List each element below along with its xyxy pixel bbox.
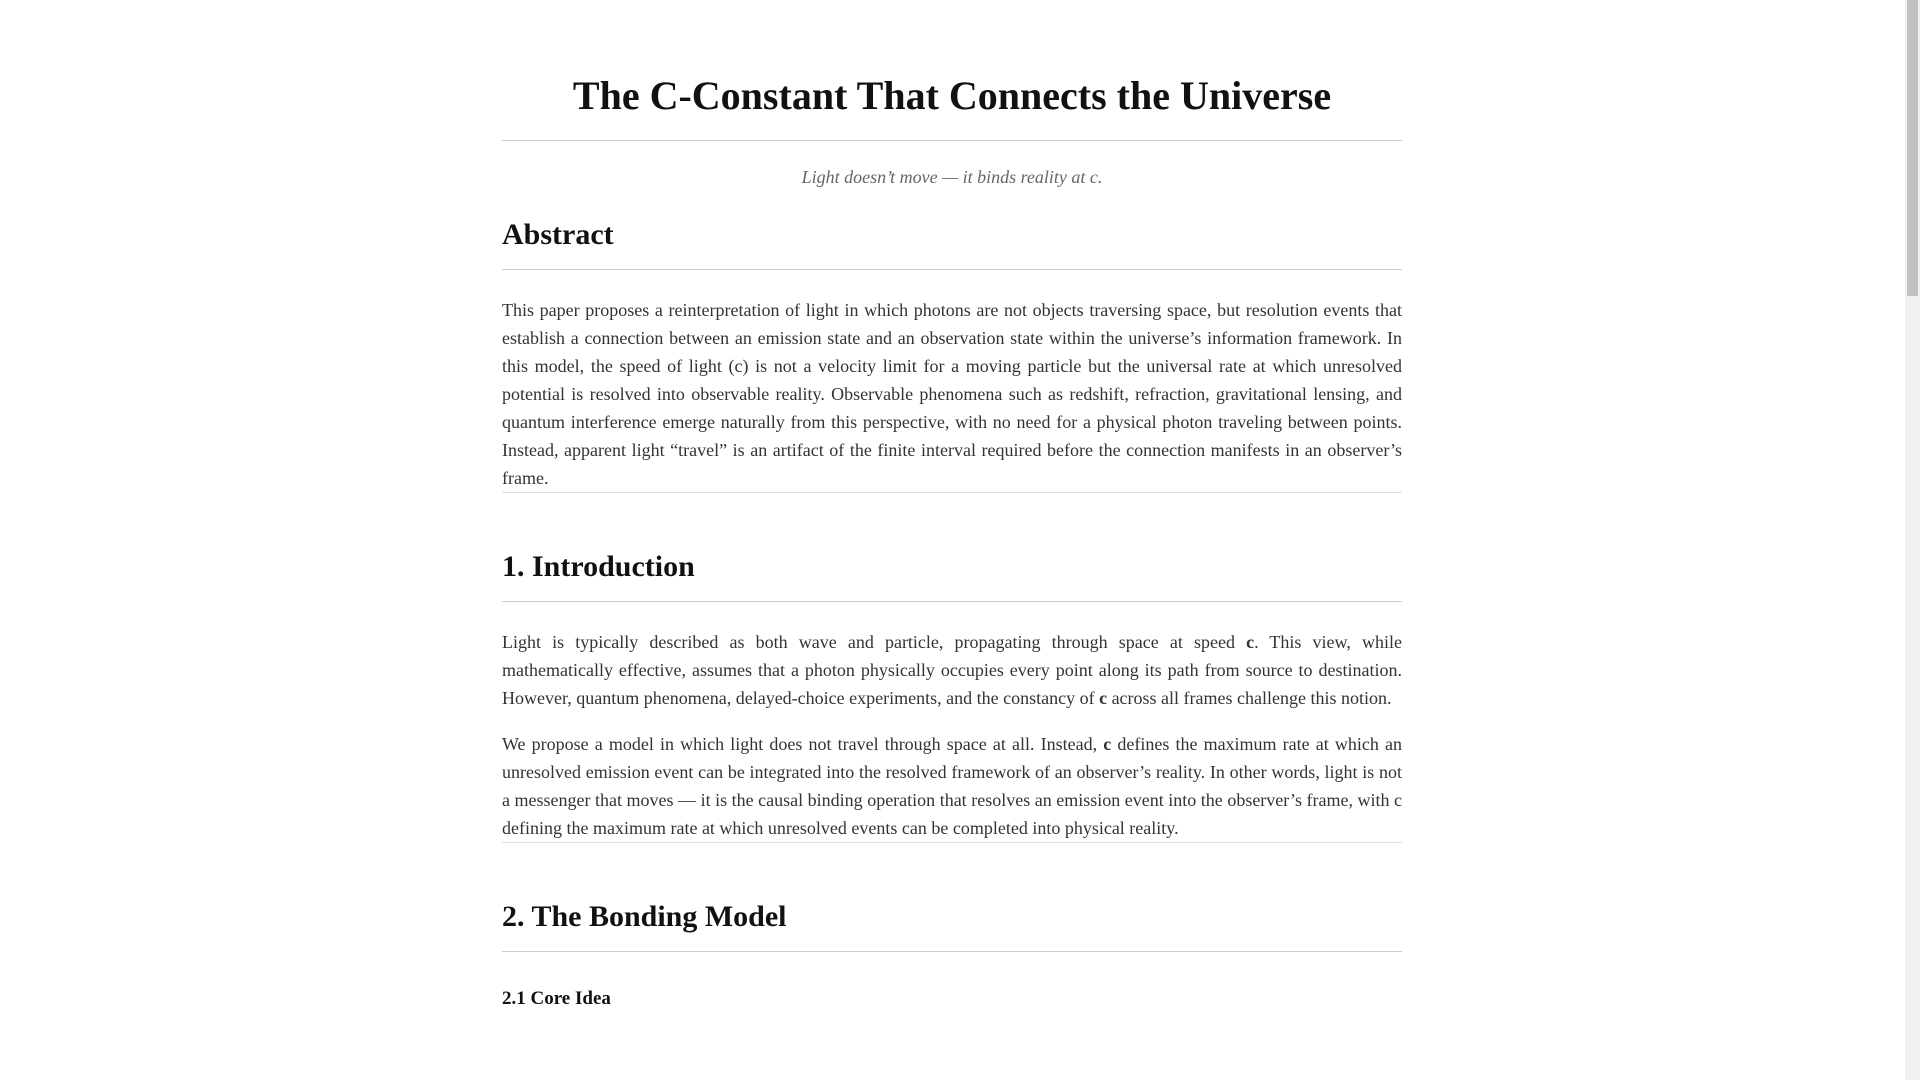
- page-subtitle: Light doesn’t move — it binds reality at c.: [801, 167, 1103, 187]
- core-idea-heading: 2.1 Core Idea: [502, 988, 611, 1009]
- bold-c: c: [1246, 632, 1255, 652]
- abstract-paragraph: This paper proposes a reinterpretation of light in which photons are not objects traversing space, but resolution events that establish a connection between an emission state and an observation state within the universe’s information framework. In this model, the speed of light (c) is not a velocity limit for a moving particle but the universal rate at which unresolved potential is resolved into observable reality. Observable phenomena such as redshift, refraction, gravitational lensing, and quantum interference emerge naturally from this perspective, with no need for a physical photon traveling between points. Instead, apparent light “travel” is an artifact of the finite interval required before the connection manifests in an observer’s frame.: [502, 300, 1402, 488]
- bold-c: c: [1103, 734, 1112, 754]
- bonding-model-heading: 2. The Bonding Model: [502, 897, 1402, 952]
- abstract-heading: Abstract: [502, 215, 1402, 270]
- text-run: We propose a model in which light does not travel through space at all. Instead,: [502, 734, 1104, 754]
- vertical-scrollbar[interactable]: [1905, 0, 1920, 1080]
- introduction-paragraph-1: [502, 628, 1402, 712]
- bold-c: c: [1099, 688, 1108, 708]
- text-run: Light is typically described as both wave and particle, propagating through space at speed: [502, 632, 1247, 652]
- scrollbar-thumb[interactable]: [1907, 0, 1918, 296]
- section-divider: [502, 842, 1402, 843]
- page-title: The C-Constant That Connects the Universe: [502, 70, 1402, 141]
- section-divider: [502, 492, 1402, 493]
- introduction-paragraph-2: [502, 730, 1402, 842]
- paper-content: [502, 0, 1402, 1012]
- text-run: . This view, while mathematically effective, assumes that a photon physically occupies every point along its path from source to destination. However, quantum phenomena, delayed-choice experiments, and the constancy of: [502, 632, 1403, 708]
- text-run: defines the maximum rate at which an unresolved emission event can be integrated into the resolved framework of an observer’s reality. In other words, light is not a messenger that moves — it is the causal binding operation that resolves an emission event into the observer’s frame, with c defining the maximum rate at which unresolved events can be completed into physical reality.: [502, 734, 1402, 838]
- text-run: across all frames challenge this notion.: [1107, 688, 1392, 708]
- introduction-heading: 1. Introduction: [502, 547, 1402, 602]
